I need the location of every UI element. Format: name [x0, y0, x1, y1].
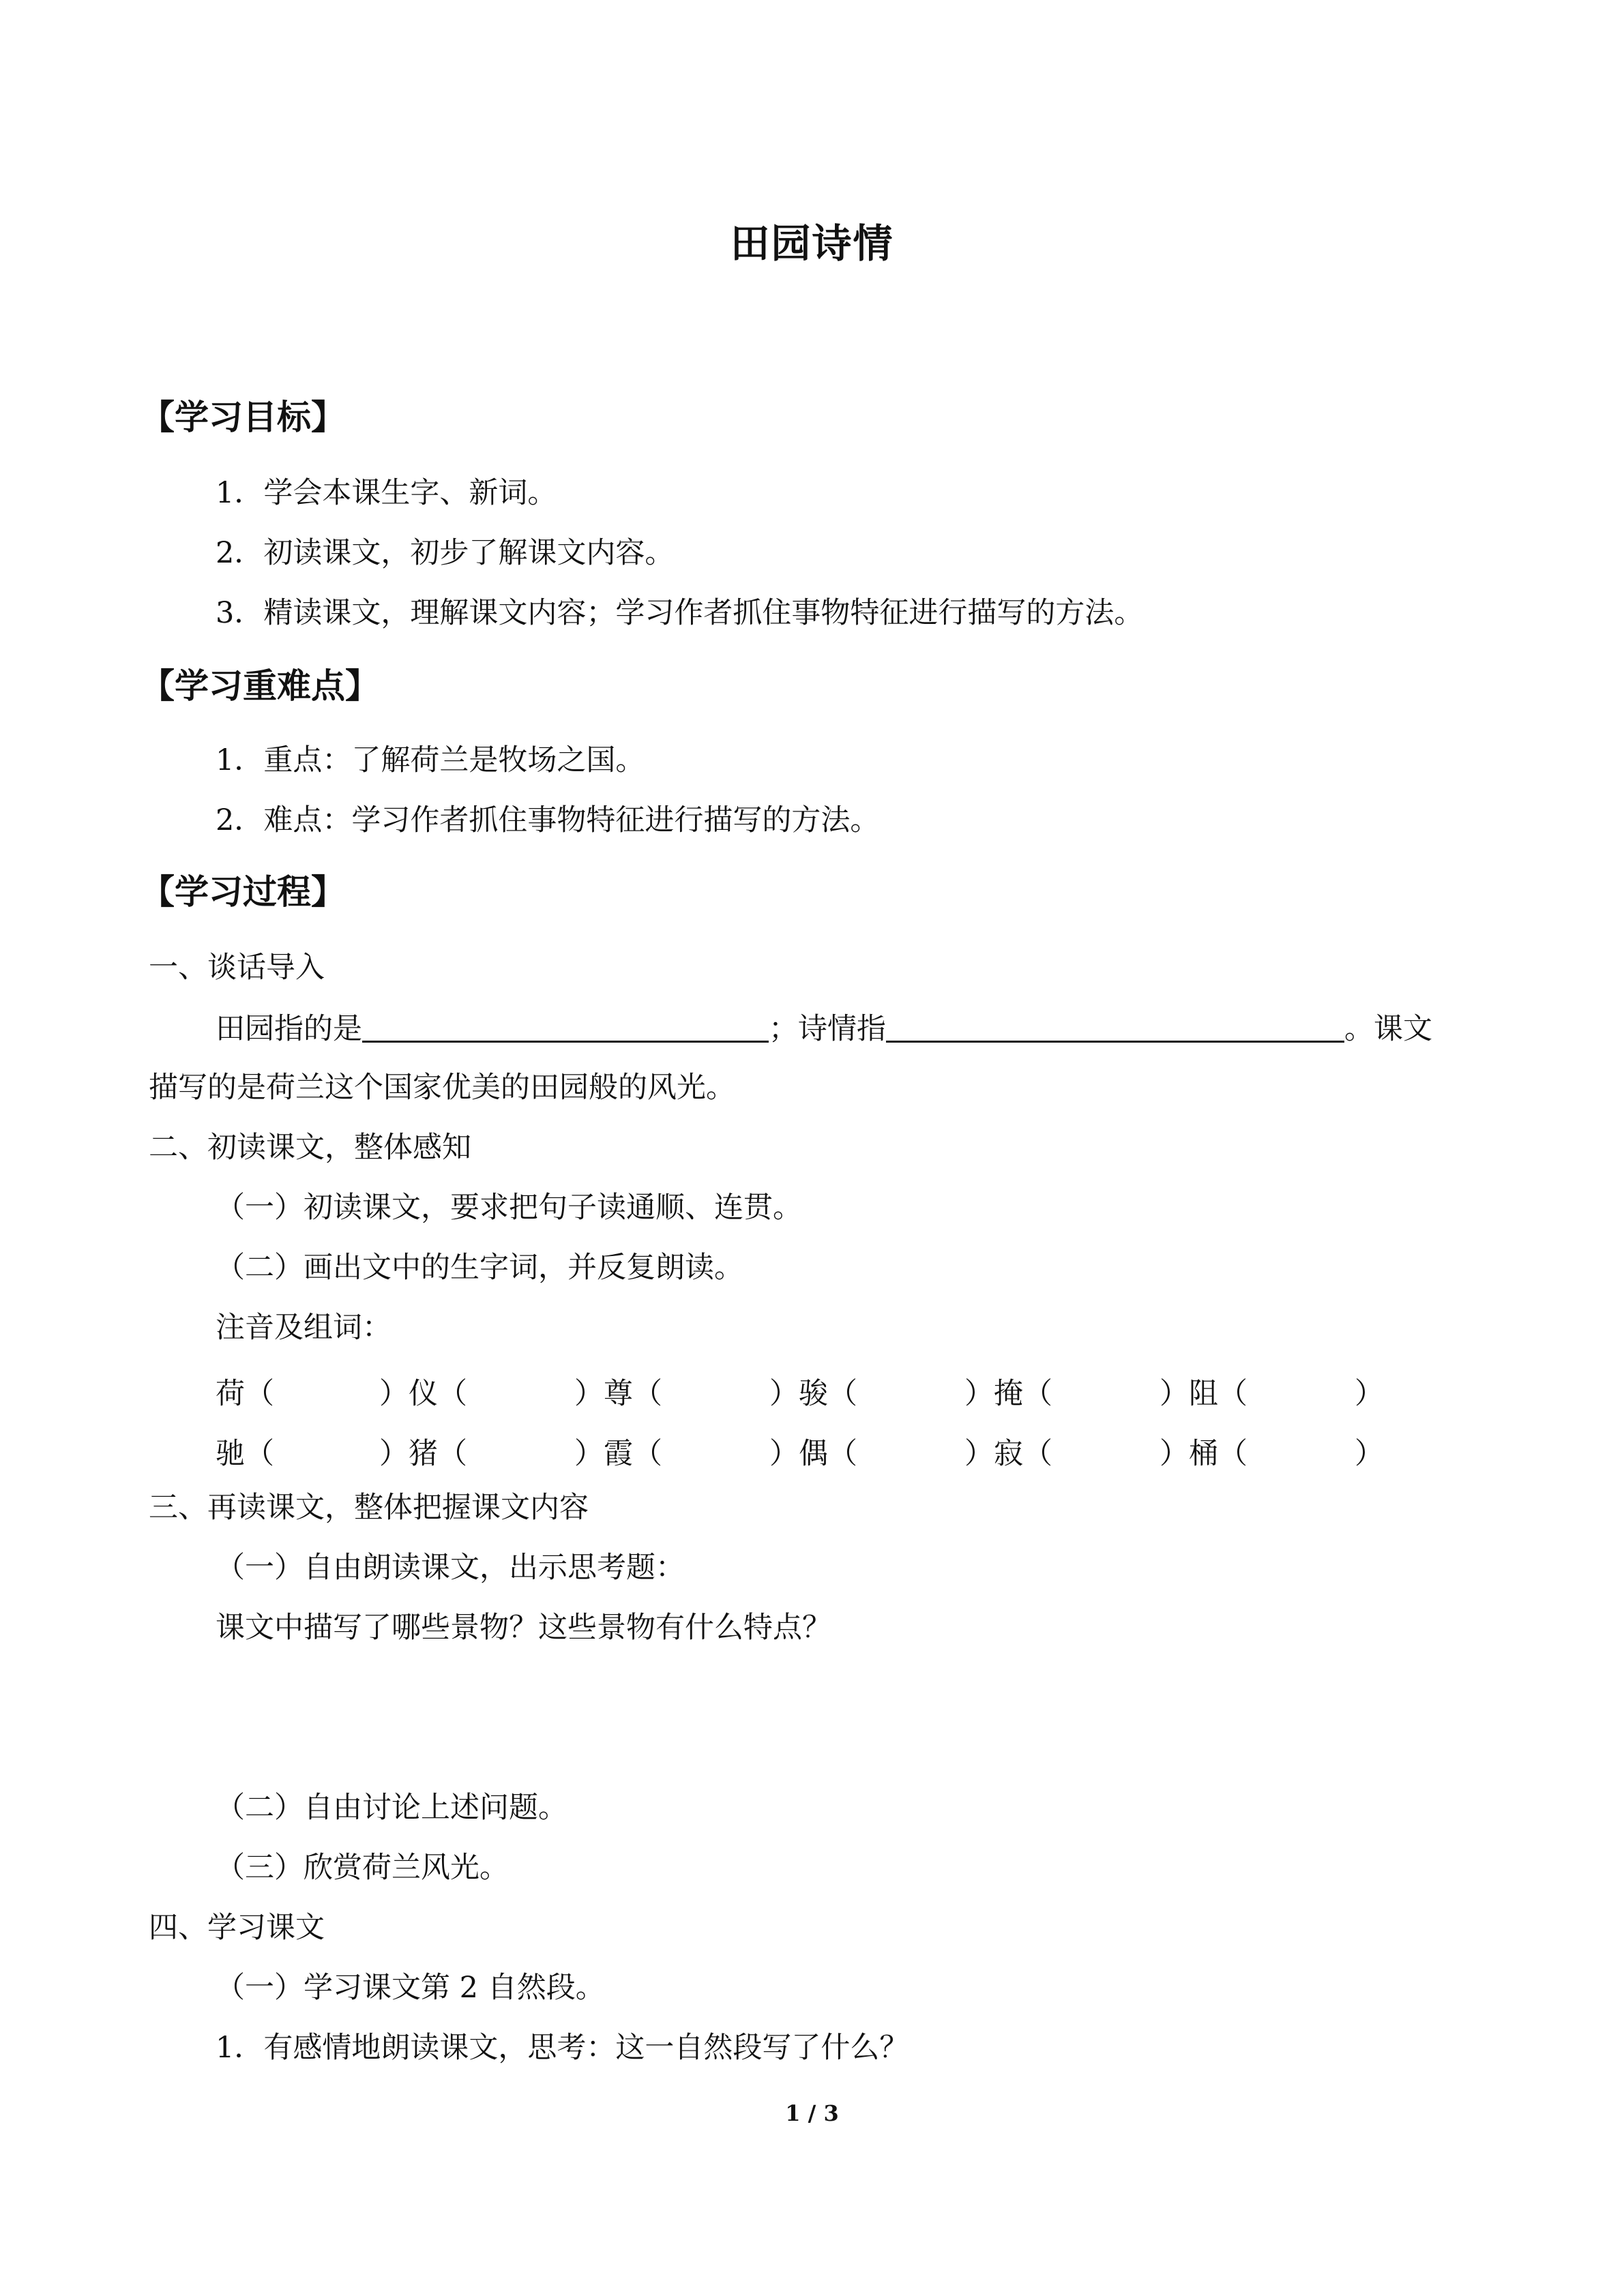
close-paren: ） [1355, 1437, 1384, 1471]
part4-heading: 四、学习课文 [149, 1911, 325, 1945]
objective-item: 3．精读课文，理解课文内容；学习作者抓住事物特征进行描写的方法。 [216, 596, 1144, 630]
part4-item1: 1．有感情地朗读课文，思考：这一自然段写了什么？ [216, 2031, 909, 2065]
part3-question: 课文中描写了哪些景物？这些景物有什么特点？ [216, 1611, 831, 1645]
char-cell[interactable]: 掩（ [994, 1377, 1052, 1411]
close-paren: ） [379, 1377, 409, 1411]
char-cell[interactable]: 寂（ [994, 1437, 1052, 1471]
close-paren: ） [964, 1377, 994, 1411]
intro-text-d: 描写的是荷兰这个国家优美的田园般的风光。 [149, 1071, 735, 1105]
fill-blank-tianyuan[interactable] [362, 1011, 769, 1043]
part2-sub2: （二）画出文中的生字词，并反复朗读。 [216, 1251, 743, 1285]
char-cell[interactable]: 阻（ [1189, 1377, 1247, 1411]
char-cell[interactable]: 仪（ [409, 1377, 467, 1411]
difficulties-heading: 【学习重难点】 [141, 666, 379, 706]
part1-heading: 一、谈话导入 [149, 951, 325, 985]
intro-text-c: 。课文 [1344, 1012, 1432, 1046]
process-heading: 【学习过程】 [141, 872, 345, 912]
part3-sub3: （三）欣赏荷兰风光。 [216, 1851, 509, 1885]
char-cell[interactable]: 偶（ [799, 1437, 857, 1471]
intro-fill-line [216, 1011, 1432, 1047]
close-paren: ） [574, 1437, 604, 1471]
close-paren: ） [379, 1437, 409, 1471]
part3-heading: 三、再读课文，整体把握课文内容 [149, 1491, 589, 1525]
part3-sub1: （一）自由朗读课文，出示思考题： [216, 1551, 685, 1585]
char-cell[interactable]: 桶（ [1189, 1437, 1247, 1471]
part2-heading: 二、初读课文，整体感知 [149, 1131, 471, 1165]
part4-sub1: （一）学习课文第 2 自然段。 [216, 1971, 605, 2005]
intro-text-a: 田园指的是 [216, 1012, 362, 1046]
objective-item: 2．初读课文，初步了解课文内容。 [216, 536, 675, 570]
objective-item: 1．学会本课生字、新词。 [216, 476, 557, 510]
char-cell[interactable]: 尊（ [604, 1377, 662, 1411]
char-cell[interactable]: 荷（ [216, 1377, 274, 1411]
char-cell[interactable]: 霞（ [604, 1437, 662, 1471]
page-number: 1 / 3 [785, 2100, 839, 2126]
part2-sub3: 注音及组词： [216, 1311, 392, 1345]
difficulty-item: 2．难点：学习作者抓住事物特征进行描写的方法。 [216, 803, 880, 837]
intro-text-b: ；诗情指 [769, 1012, 886, 1046]
close-paren: ） [1160, 1377, 1189, 1411]
objectives-heading: 【学习目标】 [141, 398, 345, 437]
char-cell[interactable]: 骏（ [799, 1377, 857, 1411]
close-paren: ） [769, 1437, 799, 1471]
char-cell[interactable]: 猪（ [409, 1437, 467, 1471]
part3-sub2: （二）自由讨论上述问题。 [216, 1791, 567, 1825]
close-paren: ） [769, 1377, 799, 1411]
fill-blank-shiqing[interactable] [886, 1011, 1344, 1043]
close-paren: ） [964, 1437, 994, 1471]
part2-sub1: （一）初读课文，要求把句子读通顺、连贯。 [216, 1191, 802, 1225]
close-paren: ） [1160, 1437, 1189, 1471]
close-paren: ） [574, 1377, 604, 1411]
char-cell[interactable]: 驰（ [216, 1437, 274, 1471]
close-paren: ） [1355, 1377, 1384, 1411]
page-title: 田园诗情 [730, 220, 894, 267]
difficulty-item: 1．重点：了解荷兰是牧场之国。 [216, 743, 645, 777]
